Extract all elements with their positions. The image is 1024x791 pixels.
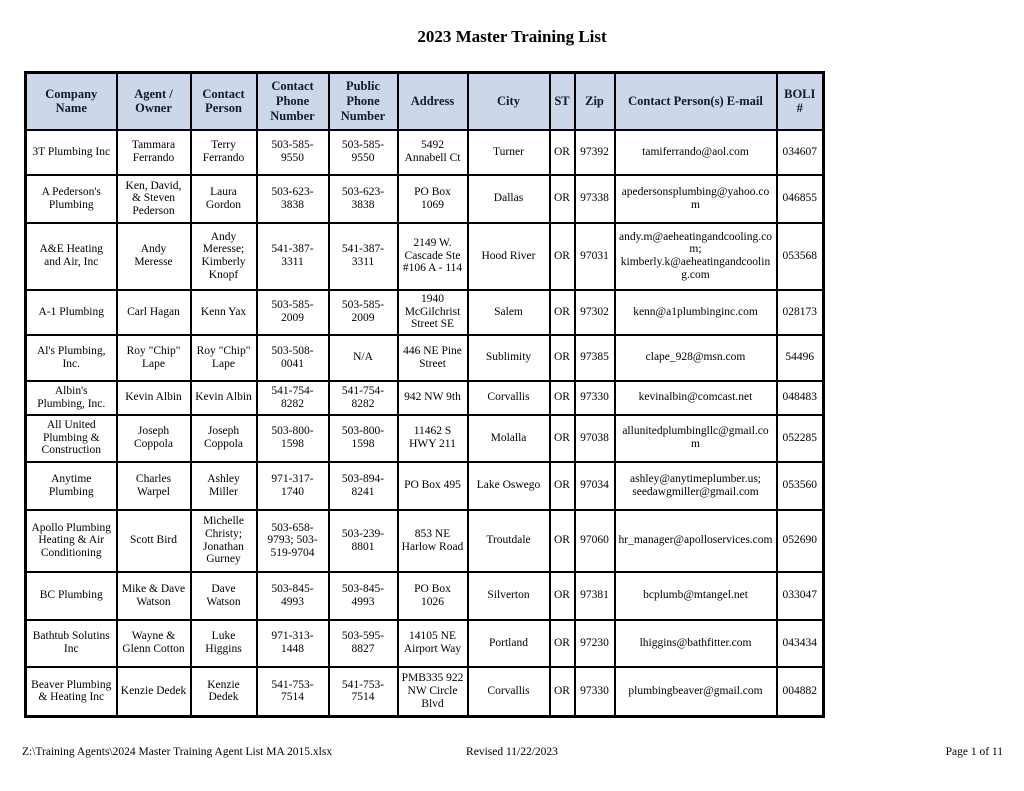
cell-zip: 97060 bbox=[575, 510, 615, 572]
cell-company: Al's Plumbing, Inc. bbox=[26, 335, 117, 381]
cell-city: Corvallis bbox=[468, 667, 550, 717]
cell-public_phone: N/A bbox=[329, 335, 398, 381]
column-header-contact_person: Contact Person bbox=[191, 73, 257, 130]
cell-public_phone: 503-239-8801 bbox=[329, 510, 398, 572]
cell-st: OR bbox=[550, 335, 575, 381]
cell-company: Anytime Plumbing bbox=[26, 462, 117, 510]
cell-company: Apollo Plumbing Heating & Air Conditioning bbox=[26, 510, 117, 572]
column-header-st: ST bbox=[550, 73, 575, 130]
cell-boli: 54496 bbox=[777, 335, 824, 381]
cell-company: 3T Plumbing Inc bbox=[26, 130, 117, 175]
cell-address: 942 NW 9th bbox=[398, 381, 468, 415]
cell-address: 853 NE Harlow Road bbox=[398, 510, 468, 572]
cell-zip: 97381 bbox=[575, 572, 615, 620]
cell-contact_phone: 503-508-0041 bbox=[257, 335, 329, 381]
cell-st: OR bbox=[550, 175, 575, 223]
training-table bbox=[24, 71, 825, 718]
cell-city: Hood River bbox=[468, 223, 550, 290]
column-header-agent: Agent / Owner bbox=[117, 73, 191, 130]
cell-agent: Kevin Albin bbox=[117, 381, 191, 415]
cell-st: OR bbox=[550, 415, 575, 462]
cell-email: allunitedplumbingllc@gmail.com bbox=[615, 415, 777, 462]
table-row bbox=[26, 290, 824, 335]
cell-company: BC Plumbing bbox=[26, 572, 117, 620]
cell-st: OR bbox=[550, 290, 575, 335]
column-header-zip: Zip bbox=[575, 73, 615, 130]
column-header-company: Company Name bbox=[26, 73, 117, 130]
column-header-boli: BOLI # bbox=[777, 73, 824, 130]
cell-contact_person: Michelle Christy; Jonathan Gurney bbox=[191, 510, 257, 572]
cell-boli: 048483 bbox=[777, 381, 824, 415]
cell-agent: Ken, David, & Steven Pederson bbox=[117, 175, 191, 223]
cell-address: 14105 NE Airport Way bbox=[398, 620, 468, 667]
cell-st: OR bbox=[550, 462, 575, 510]
cell-city: Portland bbox=[468, 620, 550, 667]
cell-boli: 028173 bbox=[777, 290, 824, 335]
cell-boli: 052690 bbox=[777, 510, 824, 572]
table-row bbox=[26, 175, 824, 223]
cell-email: ashley@anytimeplumber.us; seedawgmiller@gmail.com bbox=[615, 462, 777, 510]
cell-st: OR bbox=[550, 572, 575, 620]
footer-file-path: Z:\Training Agents\2024 Master Training Agent List MA 2015.xlsx bbox=[22, 746, 333, 758]
cell-public_phone: 503-894-8241 bbox=[329, 462, 398, 510]
cell-zip: 97330 bbox=[575, 381, 615, 415]
cell-public_phone: 541-754-8282 bbox=[329, 381, 398, 415]
cell-email: kenn@a1plumbinginc.com bbox=[615, 290, 777, 335]
table-row bbox=[26, 223, 824, 290]
cell-city: Dallas bbox=[468, 175, 550, 223]
footer-page-number: Page 1 of 11 bbox=[945, 746, 1003, 758]
cell-contact_person: Ashley Miller bbox=[191, 462, 257, 510]
footer-revised-date: Revised 11/22/2023 bbox=[466, 746, 558, 758]
cell-agent: Carl Hagan bbox=[117, 290, 191, 335]
cell-agent: Wayne & Glenn Cotton bbox=[117, 620, 191, 667]
table-body bbox=[26, 130, 824, 717]
cell-boli: 053560 bbox=[777, 462, 824, 510]
table-header-row bbox=[26, 73, 824, 130]
cell-contact_person: Joseph Coppola bbox=[191, 415, 257, 462]
cell-contact_person: Andy Meresse; Kimberly Knopf bbox=[191, 223, 257, 290]
cell-public_phone: 541-753-7514 bbox=[329, 667, 398, 717]
cell-contact_phone: 503-845-4993 bbox=[257, 572, 329, 620]
table-row bbox=[26, 620, 824, 667]
cell-boli: 043434 bbox=[777, 620, 824, 667]
cell-zip: 97031 bbox=[575, 223, 615, 290]
cell-public_phone: 541-387-3311 bbox=[329, 223, 398, 290]
cell-company: A Pederson's Plumbing bbox=[26, 175, 117, 223]
cell-zip: 97385 bbox=[575, 335, 615, 381]
cell-zip: 97302 bbox=[575, 290, 615, 335]
cell-contact_phone: 541-754-8282 bbox=[257, 381, 329, 415]
cell-city: Lake Oswego bbox=[468, 462, 550, 510]
cell-contact_phone: 503-623-3838 bbox=[257, 175, 329, 223]
cell-public_phone: 503-585-2009 bbox=[329, 290, 398, 335]
cell-boli: 034607 bbox=[777, 130, 824, 175]
cell-company: All United Plumbing & Construction bbox=[26, 415, 117, 462]
cell-company: Bathtub Solutins Inc bbox=[26, 620, 117, 667]
table-row bbox=[26, 335, 824, 381]
cell-company: A-1 Plumbing bbox=[26, 290, 117, 335]
cell-contact_person: Kevin Albin bbox=[191, 381, 257, 415]
cell-boli: 033047 bbox=[777, 572, 824, 620]
cell-email: hr_manager@apolloservices.com bbox=[615, 510, 777, 572]
cell-public_phone: 503-595-8827 bbox=[329, 620, 398, 667]
cell-zip: 97392 bbox=[575, 130, 615, 175]
cell-city: Salem bbox=[468, 290, 550, 335]
cell-agent: Andy Meresse bbox=[117, 223, 191, 290]
cell-agent: Mike & Dave Watson bbox=[117, 572, 191, 620]
cell-city: Molalla bbox=[468, 415, 550, 462]
table-row bbox=[26, 462, 824, 510]
cell-contact_phone: 503-585-2009 bbox=[257, 290, 329, 335]
cell-city: Sublimity bbox=[468, 335, 550, 381]
cell-contact_phone: 971-317-1740 bbox=[257, 462, 329, 510]
cell-contact_person: Kenzie Dedek bbox=[191, 667, 257, 717]
cell-address: 11462 S HWY 211 bbox=[398, 415, 468, 462]
cell-public_phone: 503-623-3838 bbox=[329, 175, 398, 223]
cell-email: lhiggins@bathfitter.com bbox=[615, 620, 777, 667]
cell-zip: 97338 bbox=[575, 175, 615, 223]
cell-company: A&E Heating and Air, Inc bbox=[26, 223, 117, 290]
cell-city: Turner bbox=[468, 130, 550, 175]
column-header-contact_phone: Contact Phone Number bbox=[257, 73, 329, 130]
table-row bbox=[26, 415, 824, 462]
cell-st: OR bbox=[550, 381, 575, 415]
cell-city: Silverton bbox=[468, 572, 550, 620]
cell-st: OR bbox=[550, 620, 575, 667]
cell-contact_person: Roy "Chip" Lape bbox=[191, 335, 257, 381]
cell-zip: 97038 bbox=[575, 415, 615, 462]
table-row bbox=[26, 667, 824, 717]
cell-agent: Roy "Chip" Lape bbox=[117, 335, 191, 381]
cell-city: Corvallis bbox=[468, 381, 550, 415]
cell-agent: Tammara Ferrando bbox=[117, 130, 191, 175]
cell-st: OR bbox=[550, 667, 575, 717]
cell-public_phone: 503-845-4993 bbox=[329, 572, 398, 620]
cell-agent: Kenzie Dedek bbox=[117, 667, 191, 717]
cell-agent: Charles Warpel bbox=[117, 462, 191, 510]
cell-st: OR bbox=[550, 510, 575, 572]
cell-address: 446 NE Pine Street bbox=[398, 335, 468, 381]
column-header-email: Contact Person(s) E-mail bbox=[615, 73, 777, 130]
cell-contact_phone: 971-313-1448 bbox=[257, 620, 329, 667]
cell-address: PO Box 495 bbox=[398, 462, 468, 510]
cell-contact_person: Luke Higgins bbox=[191, 620, 257, 667]
cell-address: 1940 McGilchrist Street SE bbox=[398, 290, 468, 335]
cell-contact_phone: 503-800-1598 bbox=[257, 415, 329, 462]
table-row bbox=[26, 572, 824, 620]
page-footer bbox=[0, 746, 1024, 762]
table-row bbox=[26, 130, 824, 175]
cell-email: clape_928@msn.com bbox=[615, 335, 777, 381]
table-row bbox=[26, 381, 824, 415]
cell-boli: 052285 bbox=[777, 415, 824, 462]
cell-boli: 004882 bbox=[777, 667, 824, 717]
cell-address: PO Box 1069 bbox=[398, 175, 468, 223]
cell-zip: 97330 bbox=[575, 667, 615, 717]
cell-contact_person: Laura Gordon bbox=[191, 175, 257, 223]
cell-company: Beaver Plumbing & Heating Inc bbox=[26, 667, 117, 717]
cell-address: 2149 W. Cascade Ste #106 A - 114 bbox=[398, 223, 468, 290]
cell-address: PO Box 1026 bbox=[398, 572, 468, 620]
cell-email: plumbingbeaver@gmail.com bbox=[615, 667, 777, 717]
cell-address: 5492 Annabell Ct bbox=[398, 130, 468, 175]
cell-email: tamiferrando@aol.com bbox=[615, 130, 777, 175]
table-row bbox=[26, 510, 824, 572]
cell-contact_person: Kenn Yax bbox=[191, 290, 257, 335]
column-header-public_phone: Public Phone Number bbox=[329, 73, 398, 130]
cell-company: Albin's Plumbing, Inc. bbox=[26, 381, 117, 415]
cell-email: kevinalbin@comcast.net bbox=[615, 381, 777, 415]
page-title: 2023 Master Training List bbox=[417, 27, 607, 46]
cell-st: OR bbox=[550, 130, 575, 175]
cell-agent: Scott Bird bbox=[117, 510, 191, 572]
cell-email: andy.m@aeheatingandcooling.com; kimberly.k@aeheatingandcooling.com bbox=[615, 223, 777, 290]
cell-boli: 053568 bbox=[777, 223, 824, 290]
cell-address: PMB335 922 NW Circle Blvd bbox=[398, 667, 468, 717]
cell-contact_person: Terry Ferrando bbox=[191, 130, 257, 175]
cell-public_phone: 503-800-1598 bbox=[329, 415, 398, 462]
cell-zip: 97034 bbox=[575, 462, 615, 510]
cell-contact_phone: 503-585-9550 bbox=[257, 130, 329, 175]
column-header-city: City bbox=[468, 73, 550, 130]
cell-email: apedersonsplumbing@yahoo.com bbox=[615, 175, 777, 223]
cell-contact_phone: 503-658-9793; 503-519-9704 bbox=[257, 510, 329, 572]
cell-st: OR bbox=[550, 223, 575, 290]
cell-contact_person: Dave Watson bbox=[191, 572, 257, 620]
cell-boli: 046855 bbox=[777, 175, 824, 223]
column-header-address: Address bbox=[398, 73, 468, 130]
cell-city: Troutdale bbox=[468, 510, 550, 572]
cell-contact_phone: 541-753-7514 bbox=[257, 667, 329, 717]
cell-zip: 97230 bbox=[575, 620, 615, 667]
cell-email: bcplumb@mtangel.net bbox=[615, 572, 777, 620]
cell-contact_phone: 541-387-3311 bbox=[257, 223, 329, 290]
cell-agent: Joseph Coppola bbox=[117, 415, 191, 462]
cell-public_phone: 503-585-9550 bbox=[329, 130, 398, 175]
